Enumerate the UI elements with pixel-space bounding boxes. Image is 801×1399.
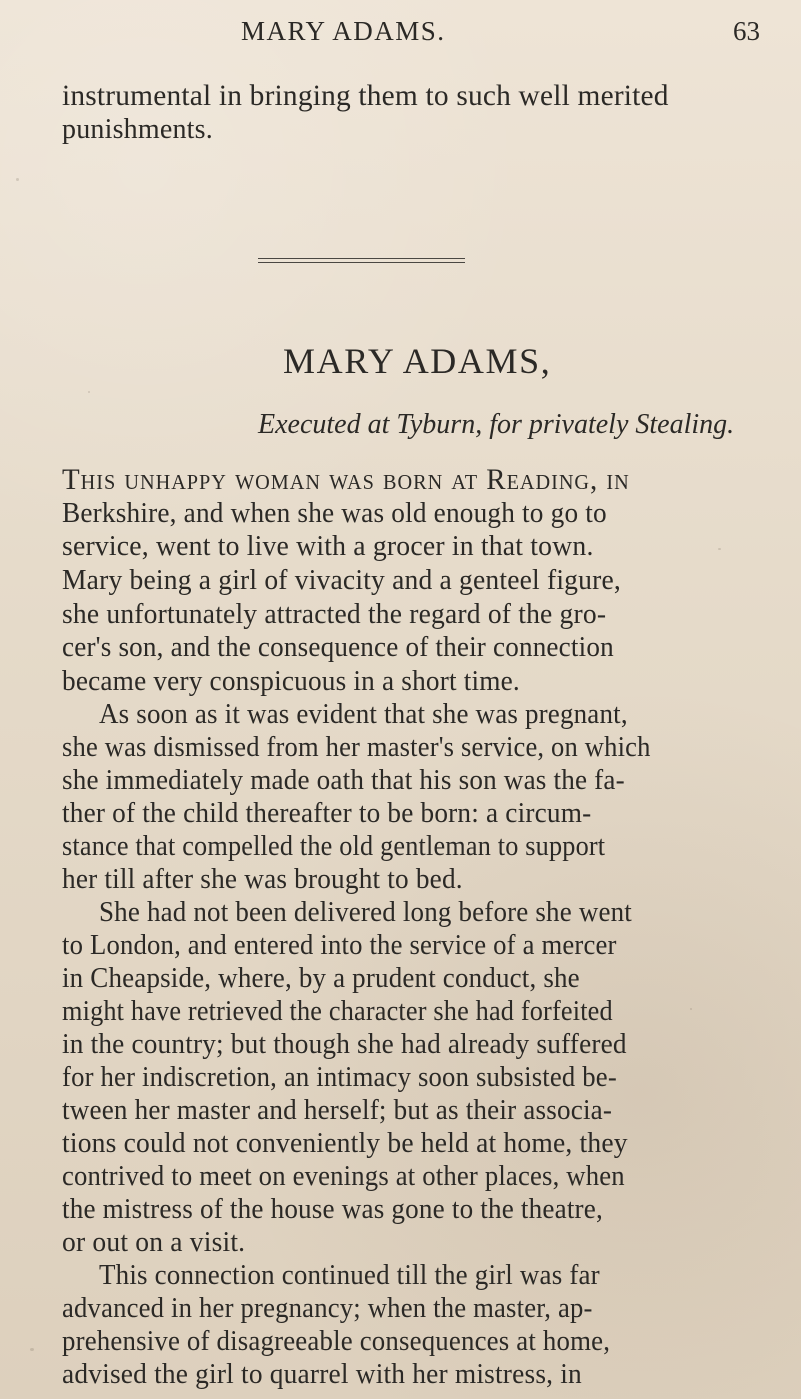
- body-line: or out on a visit.: [62, 1226, 246, 1258]
- body-line: Berkshire, and when she was old enough to go to: [62, 497, 607, 529]
- body-line: for her indiscretion, an intimacy soon subsisted be-: [62, 1061, 617, 1093]
- body-line: She had not been delivered long before she went: [99, 896, 632, 928]
- body-line: service, went to live with a grocer in that town.: [62, 530, 594, 562]
- body-line: might have retrieved the character she had forfeited: [62, 995, 613, 1027]
- body-line: cer's son, and the consequence of their connection: [62, 631, 614, 663]
- body-line: became very conspicuous in a short time.: [62, 665, 520, 697]
- body-line: she immediately made oath that his son was the fa-: [62, 764, 625, 796]
- body-line: she was dismissed from her master's service, on which: [62, 731, 651, 763]
- body-line: This connection continued till the girl was far: [99, 1259, 600, 1291]
- body-line: stance that compelled the old gentleman to support: [62, 830, 606, 862]
- paper-speck: [690, 1008, 692, 1010]
- paper-speck: [16, 178, 19, 181]
- paper-speck: [88, 391, 90, 393]
- opening-line: instrumental in bringing them to such well merited: [62, 79, 669, 112]
- body-line: her till after she was brought to bed.: [62, 863, 463, 895]
- paper-speck: [718, 548, 721, 550]
- body-line: This unhappy woman was born at Reading, in: [62, 463, 630, 496]
- body-line: advised the girl to quarrel with her mistress, in: [62, 1358, 582, 1390]
- body-line: contrived to meet on evenings at other places, when: [62, 1160, 625, 1192]
- section-subtitle: Executed at Tyburn, for privately Stealing.: [258, 409, 735, 440]
- body-line: Mary being a girl of vivacity and a genteel figure,: [62, 564, 621, 596]
- opening-line: punishments.: [62, 114, 213, 145]
- body-line: prehensive of disagreeable consequences at home,: [62, 1325, 611, 1357]
- body-line: in Cheapside, where, by a prudent conduct, she: [62, 962, 580, 994]
- body-line: As soon as it was evident that she was pregnant,: [99, 698, 628, 730]
- running-title: MARY ADAMS.: [241, 16, 446, 46]
- body-line: tween her master and herself; but as their associa-: [62, 1094, 613, 1126]
- body-line: tions could not conveniently be held at home, they: [62, 1127, 628, 1159]
- paper-speck: [30, 1348, 34, 1351]
- page-number: 63: [733, 16, 760, 46]
- section-divider-rule: [258, 258, 465, 263]
- body-line: to London, and entered into the service of a mercer: [62, 929, 617, 961]
- body-line: she unfortunately attracted the regard of the gro-: [62, 598, 607, 630]
- body-line: the mistress of the house was gone to the theatre,: [62, 1193, 603, 1225]
- body-line: advanced in her pregnancy; when the master, ap-: [62, 1292, 593, 1324]
- section-title: MARY ADAMS,: [283, 341, 552, 381]
- body-line: in the country; but though she had already suffered: [62, 1028, 627, 1060]
- body-line: ther of the child thereafter to be born: a circum-: [62, 797, 592, 829]
